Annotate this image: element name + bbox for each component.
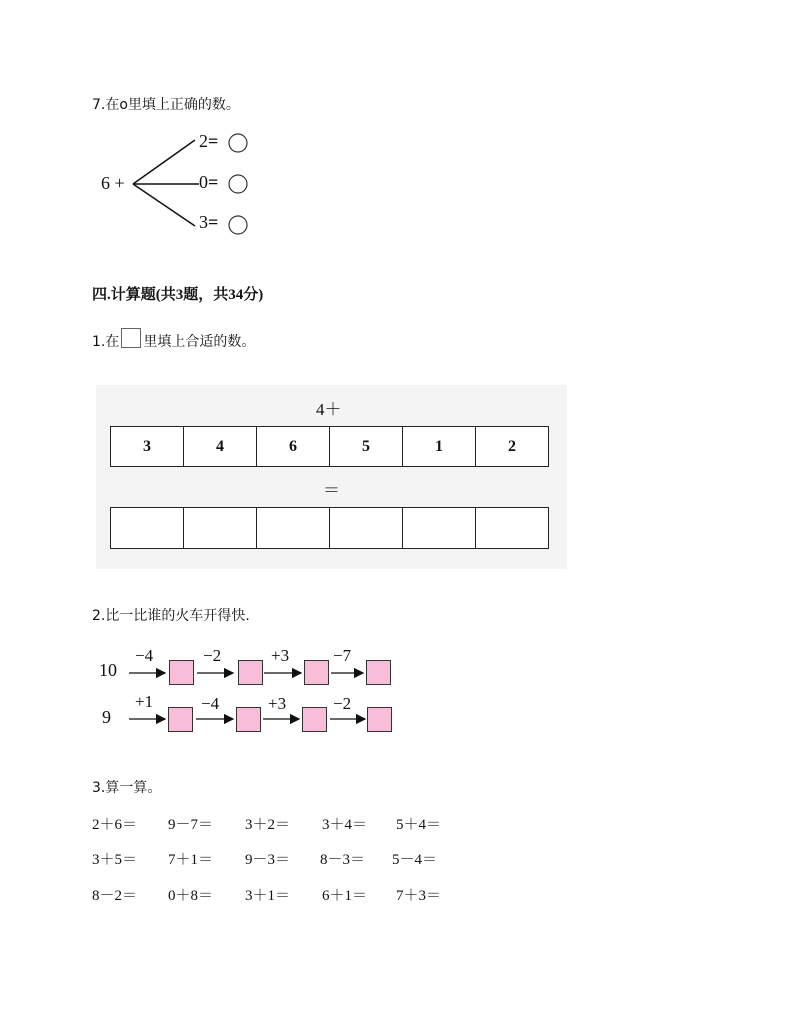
number-cell: 3 (111, 427, 184, 467)
calc-item: 3＋2＝ (245, 817, 291, 833)
train-2-car-3[interactable] (302, 707, 327, 732)
answer-cell[interactable] (330, 508, 403, 549)
section-title: 四.计算题(共3题，共34分) (92, 287, 264, 303)
train-2-car-2[interactable] (236, 707, 261, 732)
branch-number: 2 (199, 131, 208, 151)
calc-item: 8－2＝ (92, 888, 138, 904)
answer-circle-2 (229, 175, 247, 193)
table-row (111, 427, 549, 467)
c1-answer-table (110, 507, 549, 549)
answer-cell[interactable] (111, 508, 184, 549)
train-op: −4 (135, 646, 154, 665)
train-1-car-3[interactable] (304, 660, 329, 685)
equals-sign: = (208, 212, 219, 232)
train-2-car-1[interactable] (168, 707, 193, 732)
c1-prompt (92, 328, 255, 351)
calc-item: 3＋1＝ (245, 888, 291, 904)
calc-item: 7＋1＝ (168, 852, 214, 868)
train-2-arrows (125, 706, 405, 736)
calc-item: 3＋4＝ (322, 817, 368, 833)
number-cell: 1 (403, 427, 476, 467)
q7-branch-bottom (199, 212, 218, 233)
answer-cell[interactable] (403, 508, 476, 549)
c1-header: 4＋ (316, 400, 342, 419)
train-1-arrows (125, 660, 405, 690)
calc-item: 2＋6＝ (92, 817, 138, 833)
c1-prompt-before: 1.在 (92, 334, 120, 350)
q7-branch-middle (199, 172, 218, 193)
q7-branch-top (199, 131, 218, 152)
branch-number: 0 (199, 172, 208, 192)
c1-number-table (110, 426, 549, 467)
calc-item: 8－3＝ (320, 852, 366, 868)
q7-prompt-circle: o (119, 97, 128, 113)
branch-number: 3 (199, 212, 208, 232)
train-1-car-1[interactable] (169, 660, 194, 685)
q7-prompt (92, 94, 240, 114)
train-op: −2 (333, 694, 352, 713)
number-cell: 5 (330, 427, 403, 467)
equals-sign: = (208, 172, 219, 192)
calc-item: 3＋5＝ (92, 852, 138, 868)
q7-stem: 6 + (101, 173, 125, 193)
calc-item: 6＋1＝ (322, 888, 368, 904)
calc-item: 7＋3＝ (396, 888, 442, 904)
answer-cell[interactable] (257, 508, 330, 549)
q7-answer-circles (226, 132, 252, 238)
q7-prompt-before: 7.在 (92, 97, 120, 113)
answer-circle-3 (229, 216, 247, 234)
train-op: +3 (268, 694, 287, 713)
calc-item: 5－4＝ (392, 852, 438, 868)
train-1-car-2[interactable] (238, 660, 263, 685)
answer-circle-1 (229, 134, 247, 152)
number-cell: 4 (184, 427, 257, 467)
c3-prompt: 3.算一算。 (92, 780, 162, 796)
train-op: −4 (201, 694, 220, 713)
calc-item: 5＋4＝ (396, 817, 442, 833)
c1-prompt-after: 里填上合适的数。 (143, 334, 256, 350)
answer-cell[interactable] (184, 508, 257, 549)
c1-equals: ＝ (323, 481, 340, 500)
equals-sign: = (208, 131, 219, 151)
answer-cell[interactable] (476, 508, 549, 549)
number-cell: 6 (257, 427, 330, 467)
calc-item: 9－7＝ (168, 817, 214, 833)
q7-prompt-after: 里填上正确的数。 (127, 97, 240, 113)
train-op: −2 (203, 646, 222, 665)
train-2-car-4[interactable] (367, 707, 392, 732)
number-cell: 2 (476, 427, 549, 467)
train-2-start: 9 (102, 707, 111, 727)
branch-line-top (133, 140, 195, 184)
calc-item: 9－3＝ (245, 852, 291, 868)
train-op: +3 (271, 646, 290, 665)
train-op: +1 (135, 692, 154, 711)
calc-item: 0＋8＝ (168, 888, 214, 904)
branch-line-bottom (133, 184, 195, 226)
train-op: −7 (333, 646, 352, 665)
train-1-start: 10 (99, 660, 117, 680)
blank-box-icon (121, 328, 141, 348)
train-1-car-4[interactable] (366, 660, 391, 685)
table-row (111, 508, 549, 549)
c2-prompt: 2.比一比谁的火车开得快. (92, 608, 250, 624)
